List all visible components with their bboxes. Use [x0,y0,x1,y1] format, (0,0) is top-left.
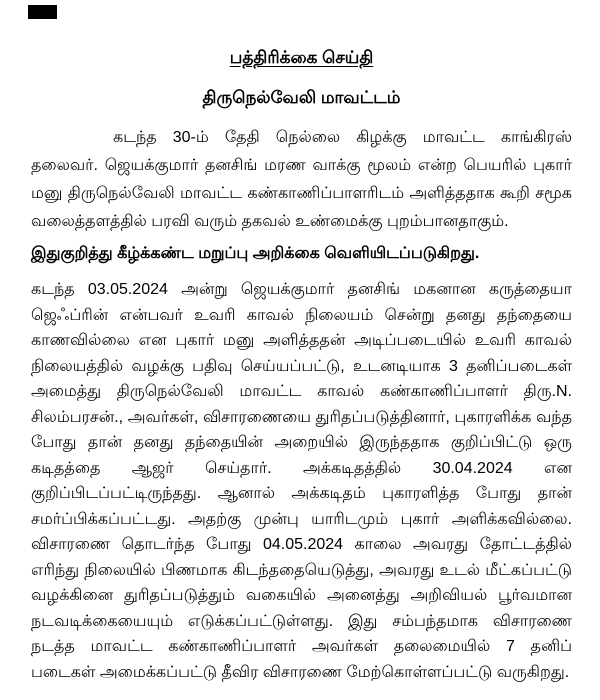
intro-paragraph: கடந்த 30-ம் தேதி நெல்லை கிழக்கு மாவட்ட காங்கிரஸ் தலைவர். ஜெயக்குமார் தனசிங் மரண வாக்கு மூலம் என்ற பெயரில் புகார் மனு திருநெல்வேலி மாவட்ட கண்காணிப்பாளரிடம் அளித்ததாக கூறி சமூக வலைத்தளத்தில் பரவி வரும் தகவல் உண்மைக்கு புறம்பானதாகும். [31,129,572,230]
district-subtitle: திருநெல்வேலி மாவட்டம் [202,88,401,107]
body-paragraph: கடந்த 03.05.2024 அன்று ஜெயக்குமார் தனசிங் மகனான கருத்தையா ஜெஃப்ரின் என்பவர் உவரி காவல் நிலையம் சென்று தனது தந்தையை காணவில்லை என புகார் மனு அளித்ததன் அடிப்படையில் உவரி காவல் நிலையத்தில் வழக்கு பதிவு செய்யப்பட்டு, உடனடியாக 3 தனிப்படைகள் அமைத்து திருநெல்வேலி மாவட்ட காவல் கண்காணிப்பாளர் திரு.N. சிலம்பரசன்., அவர்கள், விசாரணையை துரிதப்படுத்தினார், புகாரளிக்க வந்த போது தான் தனது தந்தையின் அறையில் இருந்ததாக குறிப்பிட்டு ஒரு கடிதத்தை ஆஜர் செய்தார். அக்கடிதத்தில் 30.04.2024 என குறிப்பிடப்பட்டிருந்தது. ஆனால் அக்கடிதம் புகாரளித்த போது தான் சமர்ப்பிக்கப்பட்டது. அதற்கு முன்பு யாரிடமும் புகார் அளிக்கவில்லை. விசாரணை தொடர்ந்த போது 04.05.2024 காலை அவரது தோட்டத்தில் எரிந்து நிலையில் பிணமாக கிடந்ததையெடுத்து, அவரது உடல் மீட்கப்பட்டு வழக்கினை துரிதப்படுத்தும் வகையில் அனைத்து அறிவியல் பூர்வமான நடவடிக்கையையும் எடுக்கப்பட்டுள்ளது. இது சம்பந்தமாக விசாரணை நடத்த மாவட்ட கண்காணிப்பாளர் அவர்கள் தலைமையில் 7 தனிப் படைகள் அமைக்கப்பட்டு தீவிர விசாரணை மேற்கொள்ளப்பட்டு வருகிறது. [31,281,572,681]
document-title: பத்திரிக்கை செய்தி [229,48,374,67]
rebuttal-heading: இதுகுறித்து கீழ்க்கண்ட மறுப்பு அறிக்கை வெளியிடப்படுகிறது. [31,245,480,262]
redaction-mark [28,5,57,19]
